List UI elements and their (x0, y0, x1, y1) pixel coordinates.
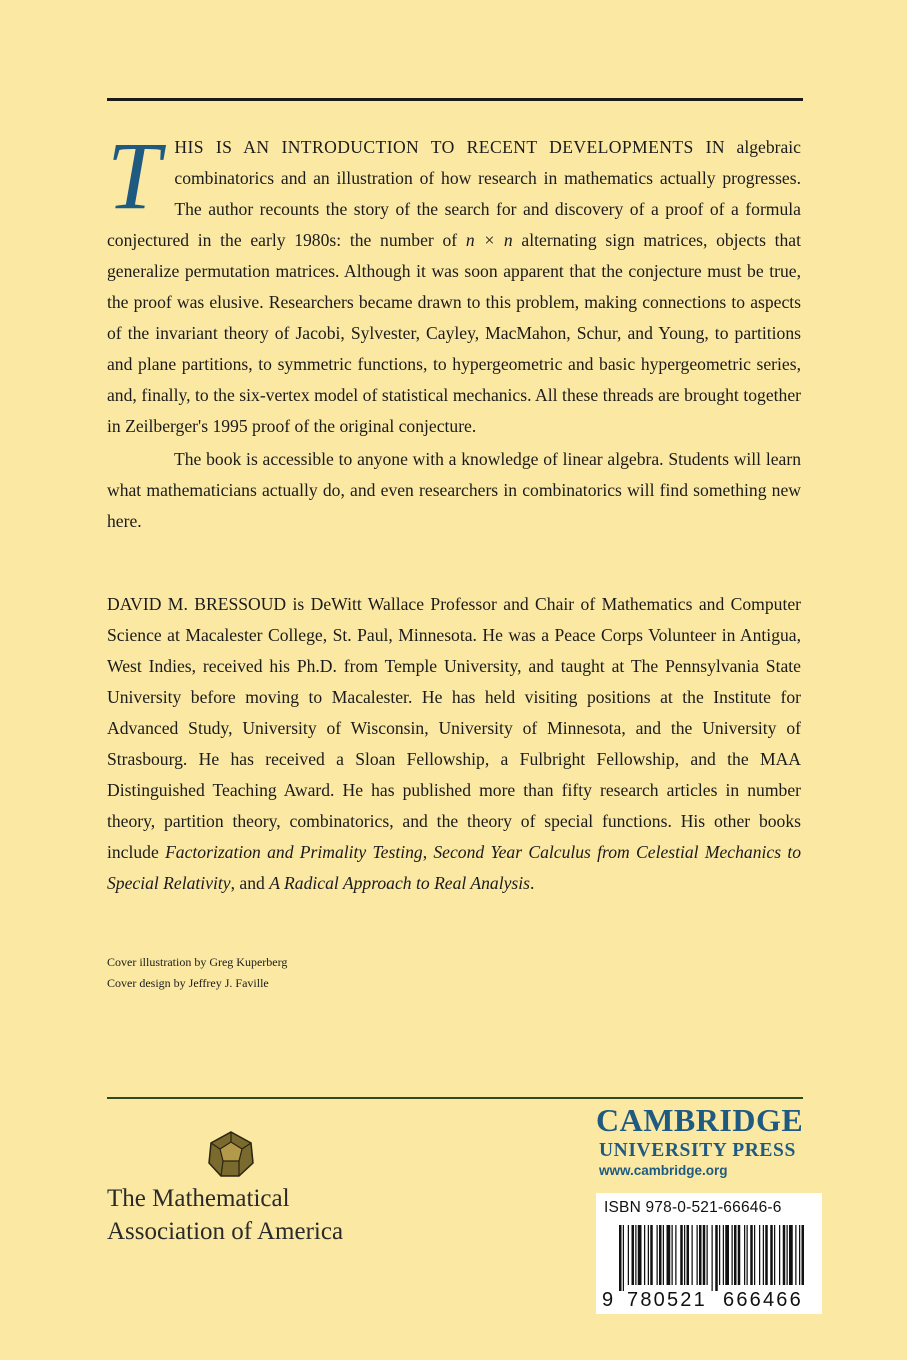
bio-sep-2: , and (230, 873, 270, 893)
barcode-bar (650, 1225, 653, 1285)
barcode-bar (675, 1225, 676, 1285)
author-bio (107, 589, 801, 899)
barcode-bar (802, 1225, 805, 1285)
dodecahedron-icon (206, 1130, 256, 1178)
barcode-bar (725, 1225, 729, 1285)
barcode-bar (774, 1225, 775, 1285)
barcode-bar (779, 1225, 780, 1285)
barcode-bar (738, 1225, 741, 1285)
barcode-bar (628, 1225, 629, 1285)
publisher-press: UNIVERSITY PRESS (599, 1140, 796, 1161)
bio-end: . (530, 873, 535, 893)
barcode-bar (765, 1225, 768, 1285)
barcode-lead-digit: 9 (602, 1289, 614, 1311)
cover-credits (107, 952, 287, 994)
barcode-panel (596, 1193, 822, 1314)
barcode-bar (644, 1225, 645, 1285)
barcode-bar (703, 1225, 706, 1285)
maa-name (107, 1182, 343, 1248)
barcode-bar (795, 1225, 796, 1285)
barcode-bar (659, 1225, 662, 1285)
top-rule (107, 98, 803, 101)
barcode-bar (635, 1225, 636, 1285)
barcode-bar (663, 1225, 664, 1285)
barcode-bar (657, 1225, 658, 1285)
barcode-bar (697, 1225, 698, 1285)
blurb (107, 122, 801, 537)
bio-sep-1: , (422, 842, 434, 862)
barcode-bar (687, 1225, 690, 1285)
barcode-bar (619, 1225, 622, 1291)
barcode-bar (787, 1225, 788, 1285)
barcode-bar (723, 1225, 724, 1285)
barcode-bar (759, 1225, 760, 1285)
blurb-paragraph-1 (107, 122, 801, 442)
barcode-bar (692, 1225, 693, 1285)
blurb-text-a: algebraic combinatorics and an illustration of how research in mathematics actually progresses. The author recounts the story of the search for and discovery of a proof of a formula conjectured in the early 1980s: the number of (107, 137, 801, 250)
design-credit: Cover design by Jeffrey J. Faville (107, 976, 269, 990)
math-n-by-n: n × n (465, 230, 513, 250)
barcode-bar (712, 1225, 713, 1291)
barcode-bar (672, 1225, 673, 1285)
book-title-1: Factorization and Primality Testing (165, 842, 423, 862)
barcode-bar (799, 1225, 800, 1285)
barcode-bar (783, 1225, 786, 1285)
isbn-label: ISBN 978-0-521-66646-6 (604, 1199, 782, 1216)
barcode-group-2: 666466 (723, 1289, 803, 1311)
barcode-bar (770, 1225, 773, 1285)
barcode-bar (680, 1225, 683, 1285)
barcode-bar (699, 1225, 702, 1285)
bio-text: DAVID M. BRESSOUD is DeWitt Wallace Professor and Chair of Mathematics and Computer Science at Macalester College, St. Paul, Minnesota. He was a Peace Corps Volunteer in Antigua, West Indies, received his Ph.D. from Temple University, and taught at The Pennsylvania State University before moving to Macalester. He has held visiting positions at the Institute for Advanced Study, University of Wisconsin, University of Minnesota, and the University of Strasbourg. He has received a Sloan Fellowship, a Fulbright Fellowship, and the MAA Distinguished Teaching Award. He has published more than fifty research articles in number theory, partition theory, combinatorics, and the theory of special functions. His other books include (107, 594, 801, 862)
barcode-bar (632, 1225, 635, 1285)
blurb-paragraph-2: The book is accessible to anyone with a knowledge of linear algebra. Students will learn what mathematicians actually do, and even researchers in combinatorics will find something new here. (107, 449, 801, 531)
barcode-bar (750, 1225, 753, 1285)
barcode-bar (754, 1225, 755, 1285)
barcode-bar (667, 1225, 671, 1285)
bottom-rule (107, 1097, 803, 1099)
barcode-bar (719, 1225, 720, 1285)
maa-line-1: The Mathematical (107, 1185, 290, 1212)
barcode-group-1: 780521 (627, 1289, 707, 1311)
maa-line-2: Association of America (107, 1218, 344, 1245)
barcode-bar (734, 1225, 737, 1285)
drop-cap: T (107, 122, 161, 229)
barcode (619, 1225, 809, 1291)
barcode-bar (747, 1225, 748, 1285)
publisher-url[interactable]: www.cambridge.org (599, 1163, 728, 1178)
barcode-bar (648, 1225, 649, 1285)
barcode-bar (732, 1225, 733, 1285)
barcode-bar (715, 1225, 718, 1291)
lead-caps: HIS IS AN INTRODUCTION TO RECENT DEVELOPMENTS IN (174, 137, 725, 157)
barcode-bar (707, 1225, 708, 1285)
barcode-bar (623, 1225, 624, 1291)
illustration-credit: Cover illustration by Greg Kuperberg (107, 955, 288, 969)
barcode-bar (638, 1225, 642, 1285)
book-title-3: A Radical Approach to Real Analysis (269, 873, 531, 893)
barcode-bar (789, 1225, 793, 1285)
barcode-bar (763, 1225, 764, 1285)
publisher-name: CAMBRIDGE (596, 1102, 804, 1138)
barcode-bar (744, 1225, 745, 1285)
blurb-text-b: alternating sign matrices, objects that generalize permutation matrices. Although it was soon apparent that the conjecture must be true, the proof was elusive. Researchers became drawn to this problem, making connections to aspects of the invariant theory of Jacobi, Sylvester, Cayley, MacMahon, Schur, and Young, to partitions and plane partitions, to symmetric functions, to hypergeometric and basic hypergeometric series, and, finally, to the six-vertex model of statistical mechanics. All these threads are brought together in Zeilberger's 1995 proof of the original conjecture. (107, 230, 801, 436)
book-title-2: Second Year Calculus from Celestial Mechanics to Special Relativity (107, 842, 802, 893)
barcode-bar (684, 1225, 685, 1285)
